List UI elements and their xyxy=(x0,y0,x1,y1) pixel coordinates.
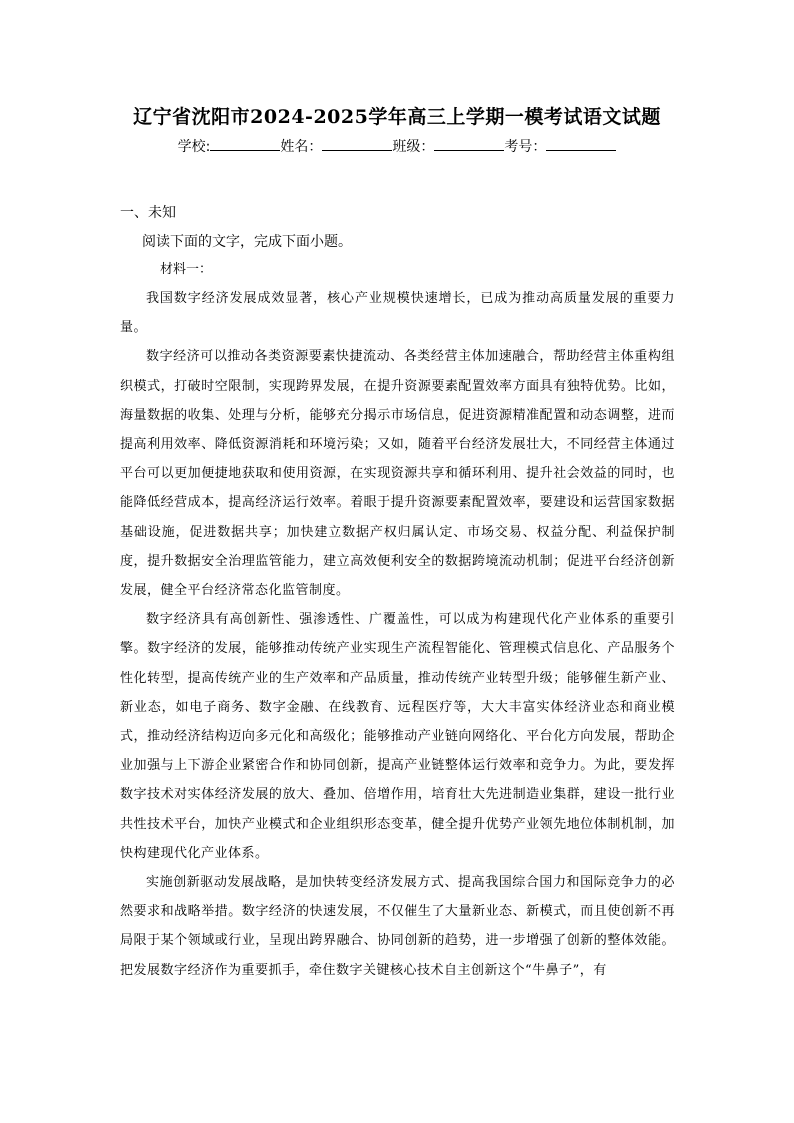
exam-number-label: 考号： xyxy=(504,139,547,155)
exam-number-field[interactable] xyxy=(546,136,616,151)
section-heading: 一、未知 xyxy=(120,205,176,221)
paragraph: 我国数字经济发展成效显著，核心产业规模快速增长，已成为推动高质量发展的重要力量。 xyxy=(120,291,675,336)
article-body xyxy=(120,284,675,985)
name-field[interactable] xyxy=(322,136,392,151)
name-label: 姓名： xyxy=(280,139,323,155)
reading-instruction: 阅读下面的文字，完成下面小题。 xyxy=(142,234,352,250)
document-title: 辽宁省沈阳市2024-2025学年高三上学期一模考试语文试题 xyxy=(133,106,661,128)
class-label: 班级： xyxy=(392,139,435,155)
material-label: 材料一： xyxy=(160,262,213,277)
paragraph: 数字经济可以推动各类资源要素快捷流动、各类经营主体加速融合，帮助经营主体重构组织模式，打破时空限制，实现跨界发展，在提升资源要素配置效率方面具有独特优势。比如，海量数据的收集、处理与分析，能够充分揭示市场信息，促进资源精准配置和动态调整，进而提高利用效率、降低资源消耗和环境污染；又如，随着平台经济发展壮大，不同经营主体通过平台可以更加便捷地获取和使用资源，在实现资源共享和循环利用、提升社会效益的同时，也能降低经营成本，提高经济运行效率。着眼于提升资源要素配置效率，要建设和运营国家数据基础设施，促进数据共享；加快建立数据产权归属认定、市场交易、权益分配、利益保护制度，提升数据安全治理监管能力，建立高效便利安全的数据跨境流动机制；促进平台经济创新发展，健全平台经济常态化监管制度。 xyxy=(120,349,675,599)
school-label: 学校: xyxy=(177,139,211,155)
student-info-line xyxy=(0,136,794,158)
class-field[interactable] xyxy=(434,136,504,151)
school-field[interactable] xyxy=(210,136,280,151)
paragraph: 实施创新驱动发展战略，是加快转变经济发展方式、提高我国综合国力和国际竞争力的必然要求和战略举措。数字经济的快速发展，不仅催生了大量新业态、新模式，而且使创新不再局限于某个领域或行业，呈现出跨界融合、协同创新的趋势，进一步增强了创新的整体效能。把发展数字经济作为重要抓手，牵住数字关键核心技术自主创新这个“牛鼻子”，有 xyxy=(120,875,675,978)
paragraph: 数字经济具有高创新性、强渗透性、广覆盖性，可以成为构建现代化产业体系的重要引擎。数字经济的发展，能够推动传统产业实现生产流程智能化、管理模式信息化、产品服务个性化转型，提高传统产业的生产效率和产品质量，推动传统产业转型升级；能够催生新产业、新业态，如电子商务、数字金融、在线教育、远程医疗等，大大丰富实体经济业态和商业模式，推动经济结构迈向多元化和高级化；能够推动产业链向网络化、平台化方向发展，帮助企业加强与上下游企业紧密合作和协同创新，提高产业链整体运行效率和竞争力。为此，要发挥数字技术对实体经济发展的放大、叠加、倍增作用，培育壮大先进制造业集群，建设一批行业共性技术平台，加快产业模式和企业组织形态变革，健全提升优势产业领先地位体制机制，加快构建现代化产业体系。 xyxy=(120,612,675,861)
